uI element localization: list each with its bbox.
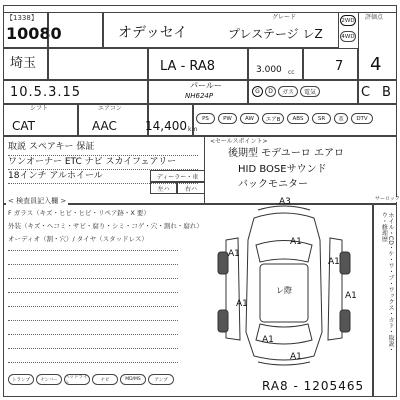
notes-rule — [8, 155, 198, 156]
equipment-badge-4: ABS — [287, 113, 309, 124]
equipment-badge-3: エアB — [262, 113, 284, 124]
displacement-box — [248, 48, 303, 80]
displacement-value: 3.000 — [256, 65, 282, 75]
damage-mark: A1 — [262, 335, 274, 345]
right-column-header: サーロック — [375, 196, 400, 202]
footer-check-1: ナンバー — [36, 374, 62, 385]
windshield — [256, 241, 312, 263]
drive-4wd-badge: 4WD — [340, 31, 356, 42]
equipment-badge-6: 革 — [334, 113, 348, 124]
damage-mark: A1 — [228, 249, 240, 259]
inspection-rule — [8, 250, 178, 251]
fuel-gas-badge: ガス — [278, 86, 298, 97]
right-rear-wheel — [340, 310, 350, 332]
equipment-badge-2: AW — [240, 113, 259, 124]
mileage-value: 14,400 — [145, 119, 187, 133]
first-registration-date: 10.5.3.15 — [10, 85, 82, 100]
damage-mark: A1 — [236, 299, 248, 309]
damage-mark: A1 — [328, 257, 340, 267]
inspection-rule — [8, 334, 178, 335]
aircon-value: AAC — [92, 119, 117, 133]
notes-left-line1: 取説 スペアキー 保証 — [8, 142, 95, 152]
shift-value: CAT — [12, 119, 35, 133]
displacement-unit: cc — [288, 69, 295, 76]
lot-prefix: 【1338】 — [6, 14, 38, 22]
dealer-cell: ディーラー・車 — [150, 170, 205, 182]
grade-value: プレステージ レZ — [228, 27, 323, 41]
equipment-row — [196, 113, 396, 126]
grade-label: グレード — [272, 14, 297, 21]
footer-check-0: トランプ — [8, 374, 34, 385]
notes-right-line1: 後期型 モデユーロ エアロ — [228, 148, 344, 159]
fuel-g-badge: G — [252, 86, 263, 97]
color-code-value: NH624P — [185, 92, 214, 100]
inspection-rule — [8, 320, 178, 321]
grade-letter-c: C — [361, 85, 371, 100]
damage-mark: A1 — [345, 291, 357, 301]
inspection-line1: F ガラス（キズ・ヒビ・ヒビ・リペア跡・X 要） — [8, 209, 150, 217]
fuel-d-badge: D — [265, 86, 276, 97]
footer-check-2: ヘッドライト — [64, 374, 90, 385]
damage-mark: A1 — [290, 237, 302, 247]
mileage-unit: km — [188, 126, 198, 133]
sales-points-label: <セールスポイント> — [210, 138, 268, 145]
model-box — [48, 12, 103, 48]
seats-value: 7 — [335, 59, 344, 74]
inspection-rule — [8, 348, 178, 349]
inspection-rule — [8, 306, 178, 307]
left-rear-wheel — [218, 310, 228, 332]
evaluation-label: 評価点 — [365, 14, 384, 21]
left-front-wheel — [218, 252, 228, 274]
damage-mark-front: A3 — [279, 197, 291, 207]
inspection-title: < 検査員記入欄 > — [8, 197, 67, 205]
diagram-center-note: レ際 — [276, 286, 292, 295]
lot-number: 10080 — [6, 24, 62, 43]
blank-box — [48, 48, 148, 80]
inspection-line3: オーディオ（割・穴）/ タイヤ（スタッドレス） — [8, 235, 148, 243]
equipment-badge-0: PS — [196, 113, 215, 124]
drive-2wd-badge: 2WD — [340, 15, 356, 26]
grade-letter-b: B — [382, 85, 391, 100]
chassis-number: RA8 - 1205465 — [262, 379, 365, 393]
notes-right-line2: HID BOSEサウンド — [238, 164, 327, 175]
evaluation-value: 4 — [370, 54, 382, 75]
aircon-label: エアコン — [98, 105, 122, 112]
right-front-wheel — [340, 252, 350, 274]
notes-right-line3: バックモニター — [238, 179, 308, 190]
footer-checks — [8, 374, 178, 386]
footer-check-4: MD/MS — [120, 374, 146, 385]
left-hand-cell: 左ハ — [150, 182, 177, 194]
fuel-ev-badge: 電気 — [300, 86, 320, 97]
region-value: 埼玉 — [10, 56, 37, 71]
car-damage-diagram — [196, 197, 372, 370]
notes-left-line3: 18インチ アルホイール — [8, 171, 103, 181]
notes-left-line2: ワンオーナー ETC ナビ スカイフェアリー — [8, 157, 177, 167]
footer-check-5: アンプ — [148, 374, 174, 385]
inspection-rule — [8, 362, 178, 363]
inspection-rule — [8, 278, 178, 279]
color-value: パールー — [190, 81, 222, 90]
equipment-badge-1: PW — [218, 113, 237, 124]
footer-check-3: ナビ — [92, 374, 118, 385]
rear-bumper — [258, 362, 310, 365]
inspection-rule — [8, 292, 178, 293]
equipment-badge-7: DTV — [351, 113, 373, 124]
model-value: オデッセイ — [118, 25, 188, 41]
right-hand-cell: 右ハ — [177, 182, 205, 194]
right-column-items: ホイル・CD・ケ・ワ・ブ・ワックス・カド・取説・ウ・修理歴 — [380, 212, 394, 353]
inspection-line2: 外装（キズ・ヘコミ・サビ・腐り・シミ・コゲ・穴・割れ・腐れ） — [8, 222, 203, 230]
damage-mark: A1 — [290, 352, 302, 362]
inspection-rule — [8, 264, 178, 265]
equipment-badge-5: SR — [312, 113, 331, 124]
model-code-value: LA - RA8 — [160, 59, 216, 74]
seats-box — [303, 48, 358, 80]
shift-label: シフト — [30, 105, 49, 112]
